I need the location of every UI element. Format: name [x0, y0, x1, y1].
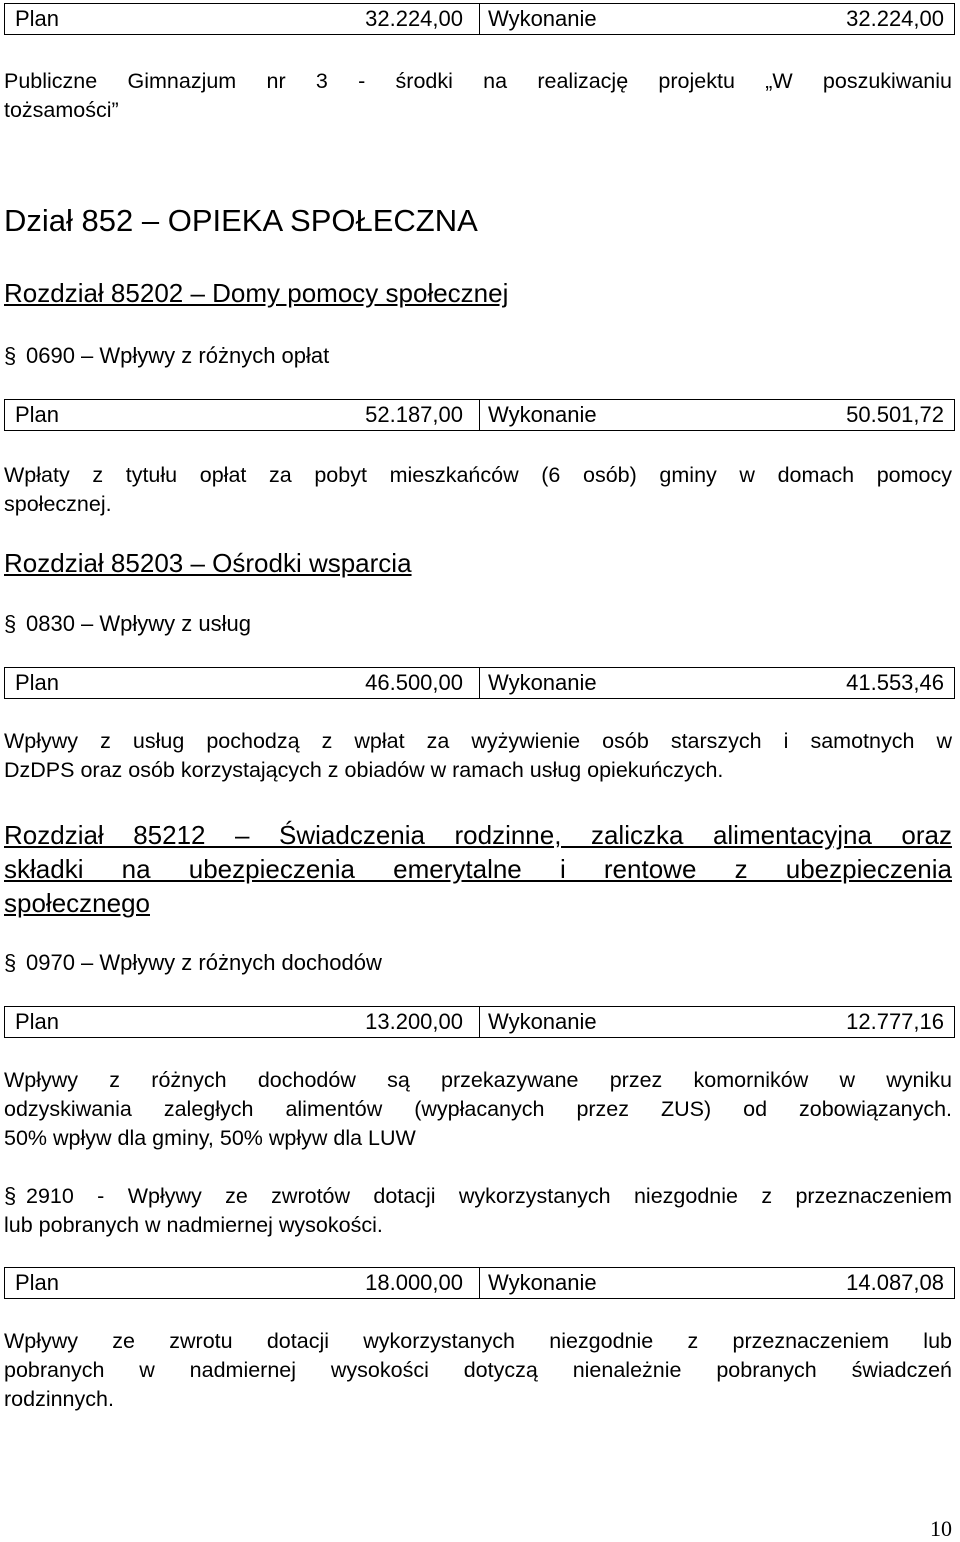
plan-table-2910 [4, 1267, 955, 1299]
wykonanie-label: Wykonanie [488, 1009, 597, 1034]
source-0970 [4, 949, 382, 977]
wykonanie-value: 12.777,16 [846, 1009, 944, 1034]
plan-table-85202 [4, 399, 955, 431]
page-number: 10 [930, 1516, 952, 1541]
plan-value: 46.500,00 [365, 670, 463, 695]
desc-line: Wpływy z usług pochodzą z wpłat za wyżywienie osób starszych i samotnych w [4, 729, 952, 753]
plan-value: 52.187,00 [365, 402, 463, 427]
plan-value: 13.200,00 [365, 1009, 463, 1034]
description-85202 [4, 461, 952, 519]
wykonanie-value: 41.553,46 [846, 670, 944, 695]
rozdzial-85203-heading: Rozdział 85203 – Ośrodki wsparcia [4, 548, 412, 578]
plan-table-85203 [4, 667, 955, 699]
section-sign-icon: § [4, 343, 17, 368]
plan-label: Plan [15, 6, 60, 31]
source-label: 0830 – Wpływy z usług [26, 611, 251, 636]
desc-line: Wpływy ze zwrotu dotacji wykorzystanych niezgodnie z przeznaczeniem lub [4, 1329, 952, 1353]
desc-line: rodzinnych. [4, 1387, 114, 1411]
plan-label: Plan [15, 670, 60, 695]
wykonanie-value: 32.224,00 [846, 6, 944, 31]
desc-line: Wpłaty z tytułu opłat za pobyt mieszkańców (6 osób) gminy w domach pomocy [4, 463, 952, 487]
description-85203 [4, 727, 952, 785]
desc-line: Publiczne Gimnazjum nr 3 - środki na realizację projektu „W poszukiwaniu [4, 69, 952, 93]
plan-table-85212 [4, 1006, 955, 1038]
source-line [4, 1181, 952, 1211]
plan-label: Plan [15, 402, 60, 427]
wykonanie-value: 50.501,72 [846, 402, 944, 427]
wykonanie-label: Wykonanie [488, 1270, 597, 1295]
plan-value: 32.224,00 [365, 6, 463, 31]
plan-label: Plan [15, 1009, 60, 1034]
heading-line: Rozdział 85212 – Świadczenia rodzinne, zaliczka alimentacyjna oraz [4, 820, 952, 850]
dzial-heading: Dział 852 – OPIEKA SPOŁECZNA [4, 203, 478, 238]
source-2910 [4, 1181, 952, 1240]
desc-line: DzDPS oraz osób korzystających z obiadów w ramach usług opiekuńczych. [4, 758, 724, 782]
desc-line: społecznej. [4, 492, 112, 516]
desc-line: odzyskiwania zaległych alimentów (wypłacanych przez ZUS) od zobowiązanych. [4, 1097, 952, 1121]
source-label: 2910 - Wpływy ze zwrotów dotacji wykorzystanych niezgodnie z przeznaczeniem [26, 1184, 952, 1208]
plan-value: 18.000,00 [365, 1270, 463, 1295]
heading-line: społecznego [4, 888, 150, 918]
source-0830 [4, 610, 251, 638]
desc-line: Wpływy z różnych dochodów są przekazywane przez komorników w wyniku [4, 1068, 952, 1092]
plan-table-top [4, 3, 955, 35]
wykonanie-label: Wykonanie [488, 402, 597, 427]
desc-line: tożsamości” [4, 98, 119, 122]
plan-label: Plan [15, 1270, 60, 1295]
wykonanie-value: 14.087,08 [846, 1270, 944, 1295]
desc-line: pobranych w nadmiernej wysokości dotyczą nienależnie pobranych świadczeń [4, 1358, 952, 1382]
source-line: lub pobranych w nadmiernej wysokości. [4, 1213, 383, 1237]
rozdzial-85212-heading [4, 818, 952, 920]
heading-line: składki na ubezpieczenia emerytalne i rentowe z ubezpieczenia [4, 854, 952, 884]
section-sign-icon: § [4, 950, 17, 975]
section-sign-icon: § [4, 1183, 17, 1208]
rozdzial-85202-heading: Rozdział 85202 – Domy pomocy społecznej [4, 278, 509, 308]
source-label: 0690 – Wpływy z różnych opłat [26, 343, 330, 368]
desc-line: 50% wpływ dla gminy, 50% wpływ dla LUW [4, 1126, 416, 1150]
wykonanie-label: Wykonanie [488, 6, 597, 31]
description-2910 [4, 1327, 952, 1414]
section-sign-icon: § [4, 611, 17, 636]
top-description [4, 67, 952, 125]
wykonanie-label: Wykonanie [488, 670, 597, 695]
source-label: 0970 – Wpływy z różnych dochodów [26, 950, 382, 975]
description-85212 [4, 1066, 952, 1153]
source-0690 [4, 342, 329, 370]
